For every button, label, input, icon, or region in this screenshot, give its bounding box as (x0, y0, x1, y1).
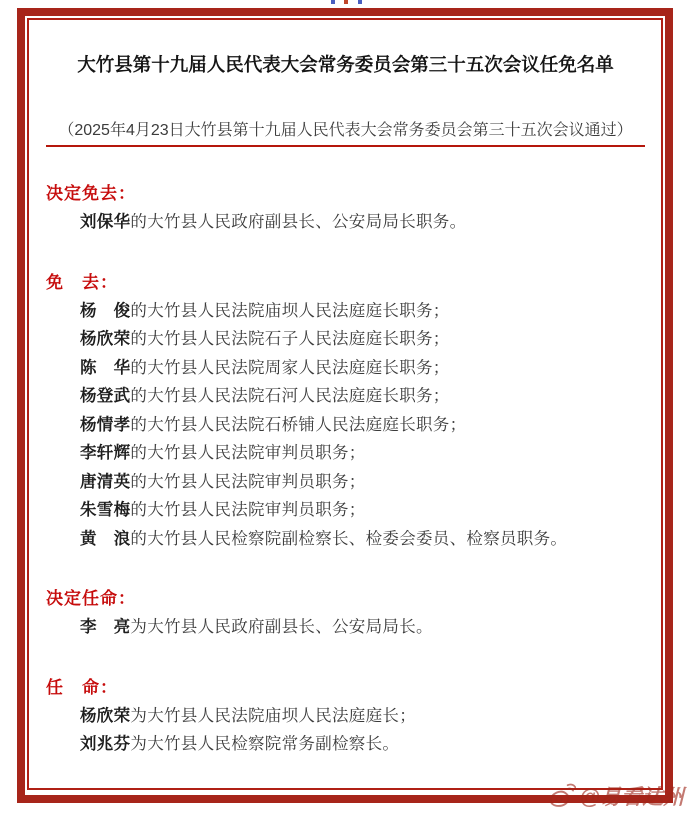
item-text: 的大竹县人民政府副县长、公安局局长职务。 (130, 213, 467, 231)
item-text: 的大竹县人民法院石子人民法庭庭长职务； (130, 330, 450, 348)
list-item (46, 468, 645, 497)
item-text: 的大竹县人民检察院副检察长、检委会委员、检察员职务。 (130, 529, 568, 548)
list-item (46, 382, 645, 411)
section-decide-remove (46, 180, 645, 237)
item-text: 为大竹县人民法院庙坝人民法庭庭长； (130, 706, 417, 725)
person-name: 刘兆芬 (80, 735, 131, 753)
person-name: 朱雪梅 (80, 501, 131, 519)
document-body (29, 20, 661, 788)
section-heading: 免 去： (46, 272, 118, 292)
list-item (46, 496, 645, 525)
section-appoint (46, 674, 645, 759)
list-item (46, 730, 645, 759)
section-heading: 任 命： (46, 677, 118, 697)
document-red-frame (17, 8, 673, 803)
section-decide-appoint (46, 585, 645, 642)
person-name: 黄 浪 (80, 529, 131, 548)
person-name: 李轩辉 (80, 444, 131, 462)
person-name: 杨欣荣 (80, 330, 131, 348)
item-text: 的大竹县人民法院审判员职务； (130, 472, 366, 491)
person-name: 唐清英 (80, 472, 131, 491)
document-inner-border (27, 18, 663, 790)
list-item (46, 613, 645, 642)
person-name: 陈 华 (80, 358, 131, 377)
cropped-artifact-dot (344, 0, 348, 4)
section-heading: 决定任命： (46, 589, 136, 608)
person-name: 杨 俊 (80, 301, 131, 320)
item-text: 的大竹县人民法院审判员职务； (130, 444, 366, 462)
list-item (46, 525, 645, 554)
list-item (46, 325, 645, 354)
person-name: 杨情孝 (80, 415, 131, 434)
page-title: 大竹县第十九届人民代表大会常务委员会第三十五次会议任免名单 (77, 54, 614, 75)
red-divider-line (46, 145, 645, 147)
person-name: 李 亮 (80, 618, 131, 636)
person-name: 杨登武 (80, 387, 131, 405)
list-item (46, 297, 645, 326)
weibo-icon (548, 783, 576, 809)
person-name: 杨欣荣 (80, 706, 131, 725)
item-text: 的大竹县人民法院周家人民法庭庭长职务； (130, 358, 450, 377)
item-text: 的大竹县人民法院审判员职务； (130, 501, 366, 519)
document-subtitle: （2025年4月23日大竹县第十九届人民代表大会常务委员会第三十五次会议通过） (58, 122, 633, 139)
list-item (46, 411, 645, 440)
item-text: 为大竹县人民政府副县长、公安局局长。 (130, 618, 433, 636)
cropped-artifact-dot (331, 0, 335, 4)
list-item (46, 439, 645, 468)
weibo-watermark (548, 781, 684, 811)
watermark-handle: @易看达州 (579, 786, 684, 809)
list-item (46, 702, 645, 731)
item-text: 的大竹县人民法院石桥铺人民法庭庭长职务； (130, 415, 467, 434)
cropped-artifact-dot (358, 0, 362, 4)
item-text: 的大竹县人民法院庙坝人民法庭庭长职务； (130, 301, 450, 320)
list-item (46, 208, 645, 237)
section-heading: 决定免去： (46, 184, 136, 203)
item-text: 的大竹县人民法院石河人民法庭庭长职务； (130, 387, 450, 405)
person-name: 刘保华 (80, 213, 131, 231)
list-item (46, 354, 645, 383)
section-remove (46, 269, 645, 554)
item-text: 为大竹县人民检察院常务副检察长。 (130, 735, 400, 753)
